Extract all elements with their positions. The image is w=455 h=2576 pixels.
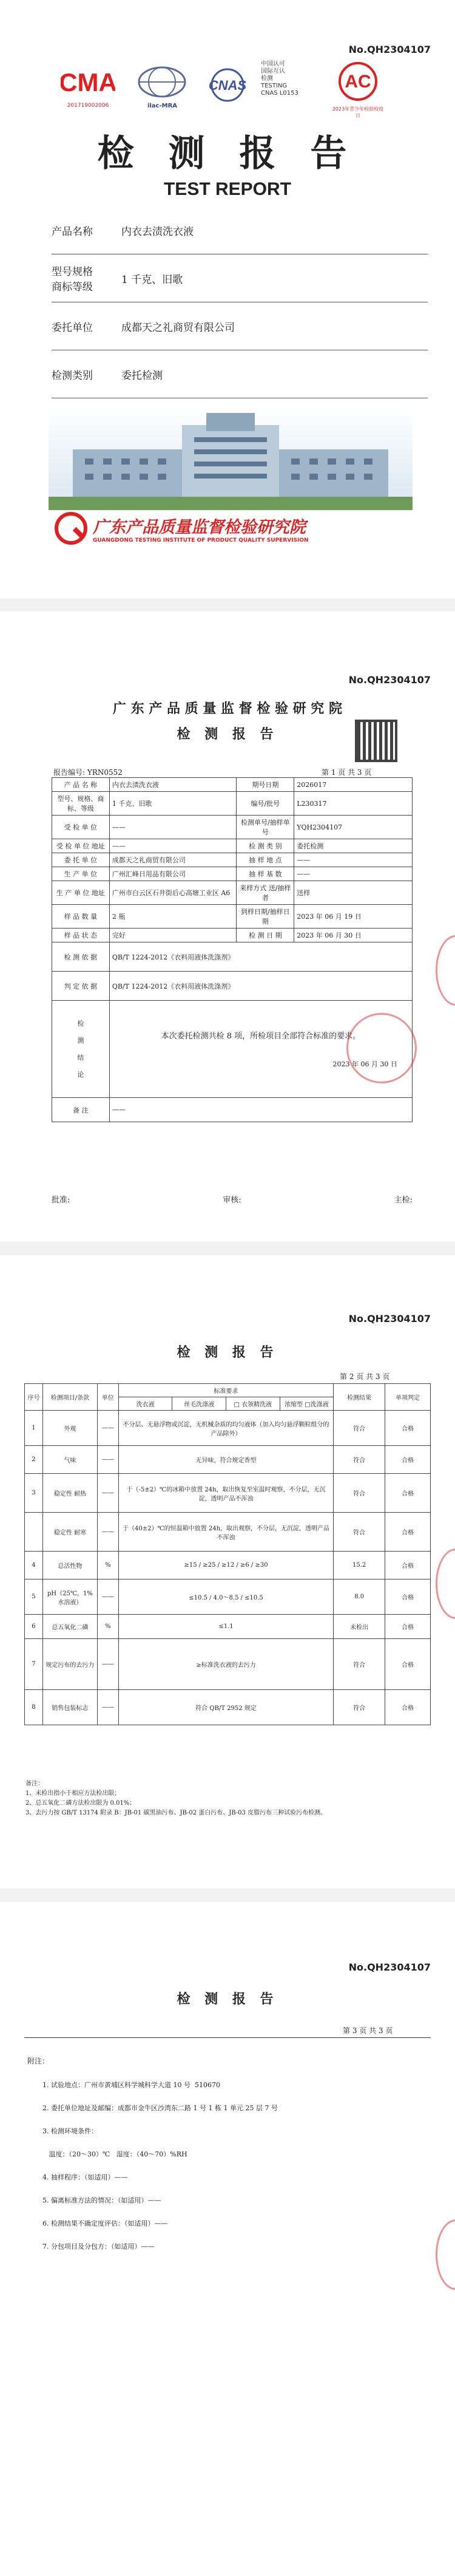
cell: 产 品 名 称 — [52, 778, 110, 792]
cell: 检 测 类 别 — [237, 839, 294, 853]
cell: pH（25℃，1%水溶液） — [42, 1579, 97, 1615]
cell: 7 — [25, 1639, 43, 1690]
cell: 合格 — [385, 1615, 431, 1639]
cell: 4 — [25, 1552, 43, 1579]
side-seal — [436, 2220, 455, 2290]
cover-field-label: 委托单位 — [52, 321, 93, 334]
cell: 判 定 依 据 — [52, 972, 110, 1001]
cell: 合格 — [385, 1411, 431, 1446]
cell: —— — [97, 1474, 118, 1513]
cell: 无异味，符合规定香型 — [118, 1446, 333, 1474]
approver-label: 批准: — [52, 1196, 70, 1205]
cell: 合格 — [385, 1639, 431, 1690]
table-row — [52, 881, 413, 905]
cover-field-label: 检测类别 — [52, 369, 93, 382]
subheader-label: 浓缩型 □洗涤液 — [285, 1402, 329, 1408]
page1-table — [52, 777, 413, 1122]
subheader-label: 丝毛洗涤液 — [172, 1397, 226, 1410]
cell: 1 千克、旧歌 — [109, 792, 237, 816]
ilac-label: ilac-MRA — [147, 103, 178, 109]
cover-page — [0, 0, 455, 595]
header-cell: 标准要求 — [118, 1384, 333, 1397]
cell: 抽 样 基 数 — [237, 867, 294, 881]
report-id: 报告编号: YRN0552 — [53, 768, 123, 777]
cell: —— — [97, 1411, 118, 1446]
cell: 成都天之礼商贸有限公司 — [109, 853, 237, 867]
cell: 完好 — [109, 929, 237, 942]
header-cell: 检测项目/条款 — [42, 1384, 97, 1411]
svg-text:AC: AC — [345, 72, 371, 92]
cell: 合格 — [385, 1552, 431, 1579]
page3-items — [42, 2080, 419, 2264]
cell: 规定污布的去污力 — [42, 1639, 97, 1690]
cover-title-en: TEST REPORT — [163, 179, 291, 199]
cell: 于（-5±2）℃的冰箱中放置 24h，取出恢复至室温时观察，不分层，无沉淀，透明产品不浑浊 — [118, 1474, 333, 1513]
cell: —— — [109, 816, 237, 839]
cell: 总五氧化二磷 — [42, 1615, 97, 1639]
report-number: No.QH2304107 — [348, 44, 431, 55]
building-image — [49, 407, 413, 510]
list-item: 2. 委托单位地址及邮编：成都市金牛区沙湾东二路 1 号 1 栋 1 单元 25 层 7 号 — [42, 2104, 278, 2112]
table-row — [25, 1446, 431, 1474]
cnas-line: 中国认可 — [261, 61, 285, 67]
report-page-3 — [0, 1904, 455, 2576]
institute-banner — [55, 510, 406, 547]
cell: 广州汇峰日用品有限公司 — [109, 867, 237, 881]
institute-name-cn: 广东产品质量监督检验研究院 — [93, 517, 306, 537]
report-number: No.QH2304107 — [348, 674, 431, 686]
cell: —— — [109, 839, 237, 853]
cell: 委托检测 — [294, 839, 413, 853]
page2-table — [24, 1383, 431, 1725]
cell: 于（40±2）℃的恒温箱中放置 24h，取出观察，不分层，无沉淀，透明产品不浑浊 — [118, 1513, 333, 1552]
qr-code — [355, 720, 397, 762]
page-number: 第 2 页 共 3 页 — [340, 1372, 390, 1381]
cell: 未检出 — [334, 1615, 385, 1639]
cell: 3 — [25, 1474, 43, 1513]
cell — [109, 1001, 412, 1098]
cell: 外观 — [42, 1411, 97, 1446]
cover-field-label: 型号规格 商标等级 — [52, 266, 93, 293]
cell: 8 — [25, 1690, 43, 1725]
institute-heading: 广 东 产 品 质 量 监 督 检 验 研 究 院 — [113, 701, 342, 717]
cover-field-row — [52, 350, 428, 398]
cell: 来样方式 送/抽样者 — [237, 881, 294, 905]
cell: —— — [97, 1690, 118, 1725]
report-number: No.QH2304107 — [348, 1961, 431, 1973]
table-row — [52, 839, 413, 853]
cell: 符合 — [334, 1690, 385, 1725]
cell: 型号、规格、商标、等级 — [52, 792, 110, 816]
cell: —— — [294, 853, 413, 867]
cell: 合格 — [385, 1446, 431, 1474]
cell: 不分层、无悬浮物或沉淀，无机械杂质的均匀液体（加入均匀悬浮颗粒组分的产品除外） — [118, 1411, 333, 1446]
table-row — [52, 929, 413, 942]
table-row — [52, 1098, 413, 1122]
cell: 检 测 依 据 — [52, 942, 110, 972]
cell: 稳定性 耐寒 — [42, 1513, 97, 1552]
ac-caption: 2023年青少年检验检疫日 — [332, 106, 384, 118]
cell — [25, 1513, 43, 1552]
note-item: 1、未检出指小于相应方法检出限； — [25, 1790, 121, 1797]
conclusion-text: 本次委托检测共检 8 项，所检项目全部符合标准的要求。 — [161, 1032, 361, 1041]
notes — [25, 1779, 426, 1818]
side-seal — [436, 935, 455, 1006]
table-row — [52, 867, 413, 881]
table-row — [25, 1639, 431, 1690]
subheader-label: 洗衣液 — [119, 1397, 173, 1410]
cover-field-value: 1 千克、旧歌 — [121, 273, 183, 286]
table-row — [52, 792, 413, 816]
cover-fields — [52, 206, 428, 398]
cell: 2 瓶 — [109, 905, 237, 929]
note-item: 3、去污力按 GB/T 13174 附录 B：JB-01 碳黑油污布、JB-02 蛋白污布、JB-03 皮脂污布三种试验污布检测。 — [25, 1810, 327, 1816]
table-row — [25, 1474, 431, 1513]
cell: QB/T 1224-2012《衣料用液体洗涤剂》 — [109, 972, 412, 1001]
signature-row — [52, 1193, 413, 1205]
cell: 稳定性 耐热 — [42, 1474, 97, 1513]
page-number: 第 1 页 共 3 页 — [322, 768, 372, 777]
page-number: 第 3 页 共 3 页 — [343, 2026, 393, 2035]
cnas-line: 国际互认 — [261, 68, 285, 75]
header-row — [25, 1384, 431, 1397]
reviewer-label: 审核: — [223, 1196, 241, 1205]
cell: 生 产 单 位 — [52, 867, 110, 881]
list-item: 3. 检测环境条件： — [42, 2127, 98, 2135]
cma-code: 201719002006 — [67, 103, 109, 109]
table-row — [52, 905, 413, 929]
cell: 6 — [25, 1615, 43, 1639]
cell: 内衣去渍洗衣液 — [109, 778, 237, 792]
page3-intro: 附注： — [27, 2057, 50, 2065]
page-separator — [0, 1242, 455, 1255]
subheader-label: □ 衣领精洗液 — [226, 1397, 280, 1410]
cell: 合格 — [385, 1690, 431, 1725]
cover-field-value: 成都天之礼商贸有限公司 — [121, 321, 235, 334]
table-row — [52, 816, 413, 839]
table-row — [52, 942, 413, 972]
cell: 检测单号/抽样单号 — [237, 816, 294, 839]
report-number: No.QH2304107 — [348, 1313, 431, 1324]
page-separator — [0, 1889, 455, 1902]
cell: 生 产 单 位 地址 — [52, 881, 110, 905]
subheader-cell — [118, 1397, 333, 1411]
page3-title: 检 测 报 告 — [177, 1991, 278, 2007]
cell: 8.0 — [334, 1579, 385, 1615]
table-row — [25, 1411, 431, 1446]
page-separator — [0, 598, 455, 612]
cell: —— — [97, 1446, 118, 1474]
cell: —— — [97, 1639, 118, 1690]
cell: 气味 — [42, 1446, 97, 1474]
report-page-1 — [0, 613, 455, 1239]
cell: ≤10.5 / 4.0～8.5 / ≤10.5 — [118, 1579, 333, 1615]
institute-name-en: GUANGDONG TESTING INSTITUTE OF PRODUCT QUALITY SUPERVISION — [93, 537, 309, 543]
ilac-logo — [136, 64, 188, 109]
cover-field-value: 内衣去渍洗衣液 — [121, 225, 194, 238]
cell — [52, 1001, 110, 1098]
table-row — [25, 1513, 431, 1552]
page2-title: 检 测 报 告 — [177, 1344, 278, 1360]
cell: 送样 — [294, 881, 413, 905]
cnas-line: 检测 — [261, 75, 273, 82]
cell: ≥标准洗衣液的去污力 — [118, 1639, 333, 1690]
cnas-line: TESTING — [261, 83, 288, 89]
cell: % — [97, 1615, 118, 1639]
conclusion-label: 检 测 结 论 — [77, 1019, 84, 1078]
list-item: 1. 试验地点：广州市黄埔区科学城科学大道 10 号 510670 — [42, 2081, 220, 2089]
cell: 符合 — [334, 1411, 385, 1446]
list-item: 5. 偏离标准方法的情况：（如适用）—— — [42, 2196, 161, 2204]
cover-title-cn: 检 测 报 告 — [97, 132, 358, 175]
cell: 抽 样 地 点 — [237, 853, 294, 867]
cell: 2023 年 06 月 19 日 — [294, 905, 413, 929]
list-item: 4. 抽样程序：（如适用）—— — [42, 2173, 128, 2181]
page1-title: 检 测 报 告 — [177, 726, 278, 742]
header-cell: 单项判定 — [385, 1384, 431, 1411]
cell: 符合 — [334, 1639, 385, 1690]
cnas-label: CNAS — [208, 78, 247, 93]
cell: 2023 年 06 月 30 日 — [294, 929, 413, 942]
cell: 15.2 — [334, 1552, 385, 1579]
cover-field-value: 委托检测 — [121, 369, 163, 382]
page3-rule — [24, 2037, 431, 2038]
cell: 合格 — [385, 1474, 431, 1513]
table-row — [25, 1579, 431, 1615]
table-row — [52, 853, 413, 867]
list-item: 6. 检测结果不确定度评估：（如适用）—— — [42, 2220, 168, 2227]
cell: 销售包装标志 — [42, 1690, 97, 1725]
cell: ≤1.1 — [118, 1615, 333, 1639]
cell: QB/T 1224-2012《衣料用液体洗涤剂》 — [109, 942, 412, 972]
cnas-line: CNAS L0153 — [261, 90, 298, 97]
institute-logo-icon — [55, 512, 88, 545]
table-row — [25, 1615, 431, 1639]
cell: 备 注 — [52, 1098, 110, 1122]
cell: 期号日期 — [237, 778, 294, 792]
cell: 符合 QB/T 2952 规定 — [118, 1690, 333, 1725]
cell: 符合 — [334, 1474, 385, 1513]
list-item: 温度：（20～30）℃ 湿度：（40～70）%RH — [42, 2150, 187, 2158]
report-page-2 — [0, 1257, 455, 1886]
cma-logo — [61, 64, 115, 109]
cell: 总活性物 — [42, 1552, 97, 1579]
table-row — [52, 778, 413, 792]
cell: ≥15 / ≥25 / ≥12 / ≥6 / ≥30 — [118, 1552, 333, 1579]
inspection-stamp — [346, 1013, 417, 1083]
cell: 合格 — [385, 1513, 431, 1552]
table-row — [25, 1690, 431, 1725]
cell: % — [97, 1552, 118, 1579]
cell: 受 检 单 位 地址 — [52, 839, 110, 853]
cover-field-row — [52, 206, 428, 254]
cover-field-label: 产品名称 — [52, 225, 93, 238]
cover-field-row — [52, 302, 428, 350]
stamp-date: 2023 年 06 月 30 日 — [332, 1060, 397, 1068]
cell: —— — [294, 867, 413, 881]
ac-logo — [331, 61, 385, 118]
cell: 样 品 状 态 — [52, 929, 110, 942]
cell: —— — [97, 1579, 118, 1615]
header-cell: 检测结果 — [334, 1384, 385, 1411]
cell: 受 检 单 位 — [52, 816, 110, 839]
tester-label: 主检: — [394, 1196, 413, 1205]
cell: 符合 — [334, 1513, 385, 1552]
cell: —— — [109, 1098, 412, 1122]
cover-field-row — [52, 254, 428, 302]
list-item: 7. 分包项目及分包方：（如适用）—— — [42, 2243, 155, 2251]
table-row — [52, 972, 413, 1001]
cnas-text — [261, 61, 298, 97]
cell: 委 托 单 位 — [52, 853, 110, 867]
cell: 编号/批号 — [237, 792, 294, 816]
cell: 2026017 — [294, 778, 413, 792]
cell: 广州市白云区石井街后心高塘工业区 A6 — [109, 881, 237, 905]
cell: 到样日期/抽样日期 — [237, 905, 294, 929]
table-row — [52, 1001, 413, 1098]
svg-text:CMA: CMA — [61, 68, 115, 97]
header-cell: 单位 — [97, 1384, 118, 1411]
notes-label: 备注： — [25, 1780, 44, 1787]
cell: 合格 — [385, 1579, 431, 1615]
cell: 检 测 日 期 — [237, 929, 294, 942]
header-cell: 序号 — [25, 1384, 43, 1411]
cell: 符合 — [334, 1446, 385, 1474]
cell: —— — [97, 1513, 118, 1552]
cell: 5 — [25, 1579, 43, 1615]
cell: YQH2304107 — [294, 816, 413, 839]
cell: 2 — [25, 1446, 43, 1474]
cell: 样 品 数 量 — [52, 905, 110, 929]
cell: L230317 — [294, 792, 413, 816]
cell: 1 — [25, 1411, 43, 1446]
table-row — [25, 1552, 431, 1579]
cnas-logo — [200, 67, 255, 103]
side-seal — [436, 1549, 455, 1619]
note-item: 2、总五氧化二磷方法检出限为 0.01%； — [25, 1800, 136, 1807]
